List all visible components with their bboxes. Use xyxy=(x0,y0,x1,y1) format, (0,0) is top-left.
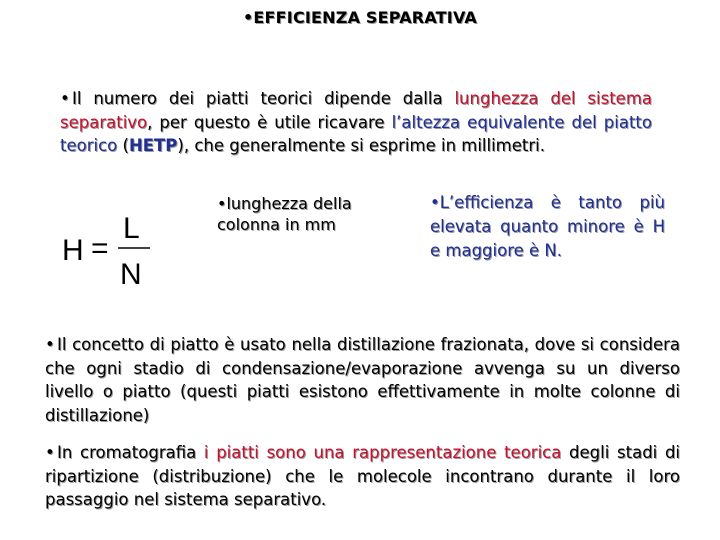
formula-denominator: N xyxy=(120,258,142,291)
para1-text-1: Il numero dei piatti teorici dipende dalla xyxy=(72,89,455,108)
formula-lhs: H xyxy=(62,234,84,267)
bullet: • xyxy=(45,335,55,354)
title-text: EFFICIENZA SEPARATIVA xyxy=(253,8,478,27)
para1-highlight-hetp-definition: l’altezza equivalente del piatto teorico xyxy=(60,112,652,155)
paragraph-chromatography xyxy=(45,441,680,512)
para1-text-2: , per questo è utile ricavare xyxy=(147,112,392,132)
para3-text-1: In cromatografia xyxy=(57,443,204,462)
para1-highlight-length: lunghezza del sistema separativo xyxy=(60,89,653,132)
bullet: • xyxy=(430,193,440,212)
efficiency-note xyxy=(430,191,665,263)
para1-hetp-acronym: HETP xyxy=(128,136,178,155)
page-title xyxy=(0,8,720,27)
para3-highlight: i piatti sono una rappresentazione teorica xyxy=(203,443,562,462)
paragraph-hetp xyxy=(60,87,652,158)
bullet: • xyxy=(60,89,70,108)
title-bullet: • xyxy=(242,8,254,27)
para1-text-3: ( xyxy=(117,136,129,155)
efficiency-note-text: L’efficienza è tanto più elevata quanto minore è H e maggiore è N. xyxy=(430,193,665,260)
bullet: • xyxy=(45,443,55,462)
bullet: • xyxy=(217,194,227,213)
para1-text-4: ), che generalmente si esprime in millimetri. xyxy=(177,136,545,155)
para2-text: Il concetto di piatto è usato nella distillazione frazionata, dove si considera che ogni stadio di condensazione/evaporazione avvenga su un diverso livello o piatto (questi piatti esistono effettivamente in molte colonne di distillazione) xyxy=(45,335,680,425)
hetp-formula xyxy=(60,208,160,300)
column-length-note-text: lunghezza della colonna in mm xyxy=(217,194,352,234)
formula-numerator: L xyxy=(123,212,140,245)
para3-text-2: degli stadi di ripartizione (distribuzione) che le molecole incontrano durante il loro passaggio nel sistema separativo. xyxy=(45,443,680,509)
formula-svg xyxy=(60,208,160,300)
paragraph-distillation xyxy=(45,333,680,427)
column-length-note xyxy=(217,193,367,235)
formula-equals: = xyxy=(91,232,109,265)
